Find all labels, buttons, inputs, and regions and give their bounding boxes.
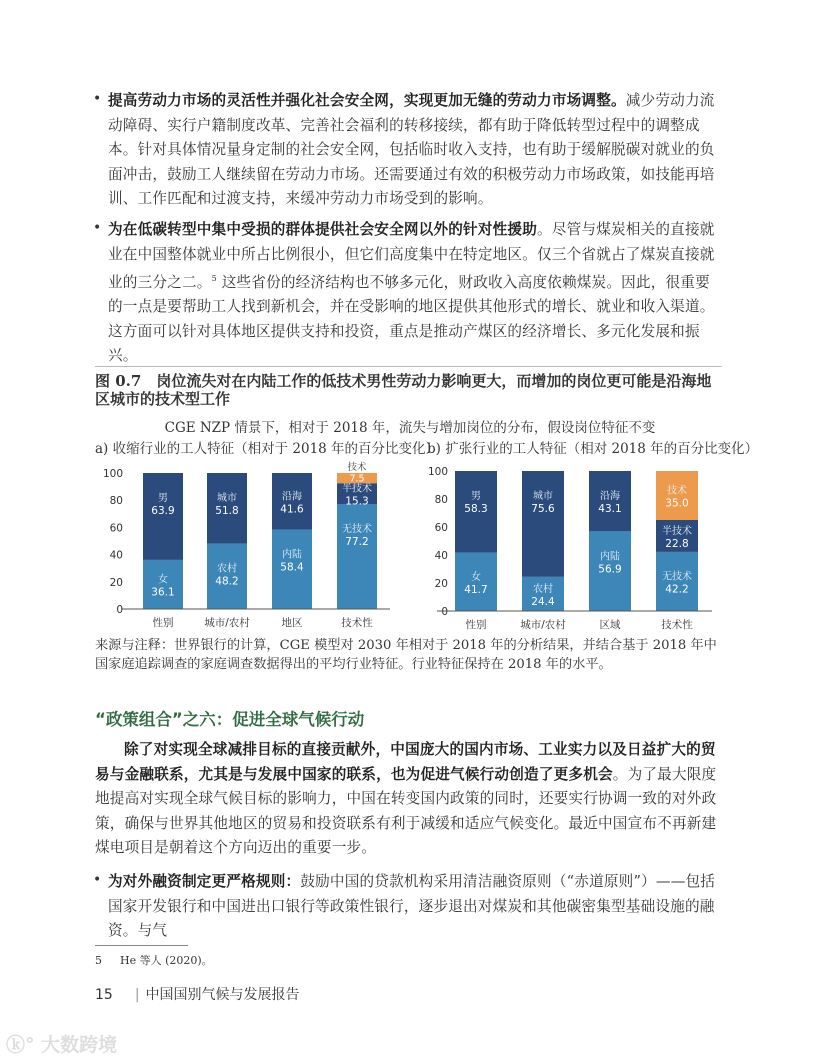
segment-label: 无技术: [342, 524, 372, 536]
segment-label: 无技术: [662, 571, 692, 583]
paragraph-text: 。为了最大限度地提高对实现全球气候目标的影响力，中国在转变国内政策的同时，还要实行协调一致的对外政策，确保与世界其他地区的贸易和投资联系有利于减缓和适应气候变化。最近中国宣布不再新建煤电项目是朝着这个方向迈出的重要一步。: [95, 765, 717, 856]
bullet-lead: 提高劳动力市场的灵活性并强化社会安全网，实现更加无缝的劳动力市场调整。: [108, 92, 626, 109]
data-label: 63.9: [151, 505, 175, 517]
category-label: 城市/农村: [520, 619, 566, 631]
watermark-logo: ⓚ° 大数跨境: [6, 1034, 118, 1056]
page-number: 15: [95, 987, 113, 1003]
panel-a-title: a) 收缩行业的工人特征（相对于 2018 年的百分比变化）: [95, 441, 440, 457]
bullet-dot: •: [93, 220, 102, 236]
bullet-lead: 为在低碳转型中集中受损的群体提供社会安全网以外的针对性援助: [108, 221, 538, 238]
bar-segment: [522, 471, 564, 577]
data-label: 22.8: [665, 537, 689, 550]
figure-subtitle: CGE NZP 情景下，相对于 2018 年，流失与增加岗位的分布，假设岗位特征不变: [164, 420, 656, 436]
segment-label: 沿海: [600, 491, 620, 502]
data-label: 7.5: [349, 473, 365, 485]
data-label: 58.3: [464, 503, 488, 515]
data-label: 77.2: [345, 536, 369, 549]
bullet-text: 减少劳动力流动障碍、实行户籍制度改革、完善社会福利的转移接续，都有助于降低转型过程中的调整成本。针对具体情况量身定制的社会安全网，包括临时收入支持，也有助于缓解脱碳对就业的负面冲击，鼓励工人继续留在劳动力市场。还需要通过有效的积极劳动力市场政策，如技能再培训、工作匹配和过渡支持，来缓冲劳动力市场受到的影响。: [108, 92, 715, 207]
y-tick-label: 40: [434, 550, 448, 562]
footnote-divider: [95, 945, 188, 946]
segment-label: 女: [471, 571, 481, 583]
data-label: 58.4: [280, 561, 304, 574]
data-label: 35.0: [665, 497, 689, 510]
y-tick-label: 0: [116, 604, 123, 616]
y-tick-label: 100: [102, 468, 123, 480]
segment-label: 城市: [533, 491, 553, 502]
category-label: 技术性: [661, 619, 693, 631]
segment-label: 城市: [217, 493, 237, 504]
category-label: 技术性: [341, 617, 373, 629]
footnote-number: 5: [95, 954, 102, 967]
segment-label: 农村: [217, 563, 237, 575]
segment-label: 农村: [533, 583, 553, 595]
paragraph-lead: 除了对实现全球减排目标的直接贡献外，中国庞大的国内市场、工业实力以及日益扩大的贸易与金融联系，尤其是与发展中国家的联系，也为促进气候行动创造了更多机会: [95, 741, 716, 783]
segment-label: 女: [158, 574, 168, 586]
data-label: 42.2: [665, 583, 689, 596]
y-tick-label: 20: [109, 576, 123, 589]
data-label: 75.6: [531, 503, 555, 515]
y-tick-label: 60: [109, 522, 123, 535]
bullet-text: 鼓励中国的贷款机构采用清洁融资原则（“赤道原则”）——包括国家开发银行和中国进出口银行等政策性银行，逐步退出对煤炭和其他碳密集型基础设施的融资。与气: [108, 873, 716, 939]
data-label: 51.8: [215, 505, 239, 517]
segment-label: 男: [158, 493, 168, 504]
data-label: 41.6: [280, 503, 304, 516]
y-tick-label: 100: [427, 466, 448, 478]
figure-source-note: 来源与注释：世界银行的计算，CGE 模型对 2030 年相对于 2018 年的分析结果，并结合基于 2018 年中国家庭追踪调查的家庭调查数据得出的平均行业特征。行业特征保持在 2018 年的水平。: [95, 638, 717, 672]
y-tick-label: 40: [109, 549, 123, 562]
footnote-text: He 等人 (2020)。: [120, 954, 213, 967]
category-label: 区域: [599, 619, 621, 631]
bullet-external-finance: [108, 870, 722, 944]
y-tick-label: 80: [434, 494, 448, 506]
data-label: 56.9: [598, 563, 622, 576]
y-tick-label: 80: [109, 495, 123, 508]
figure-title: 图 0.7 岗位流失对在内陆工作的低技术男性劳动力影响更大，而增加的岗位更可能是沿海地区城市的技术型工作: [95, 372, 712, 408]
category-label: 性别: [465, 619, 487, 631]
bullet-dot: •: [93, 872, 102, 888]
data-label: 41.7: [464, 583, 488, 596]
y-tick-label: 0: [441, 606, 448, 618]
y-tick-label: 60: [434, 522, 448, 534]
bar-segment: [337, 504, 377, 609]
data-label: 24.4: [531, 595, 555, 608]
category-label: 城市/农村: [204, 617, 250, 629]
panel-b-title: b) 扩张行业的工人特征（相对 2018 年的百分比变化）: [427, 441, 759, 457]
segment-label: 沿海: [282, 491, 302, 503]
segment-label: 男: [471, 491, 481, 502]
footnote: [95, 952, 213, 968]
segment-label: 半技术: [342, 483, 372, 495]
page-footer: 15 | 中国国别气候与发展报告: [95, 987, 300, 1003]
segment-label: 内陆: [600, 551, 620, 563]
data-label: 36.1: [151, 586, 175, 599]
segment-label: 内陆: [282, 549, 302, 561]
section-paragraph: [95, 738, 722, 861]
footnote-ref[interactable]: 5: [211, 274, 217, 283]
segment-label: 技术: [347, 462, 367, 473]
category-label: 性别: [152, 617, 174, 629]
section-heading: “政策组合”之六：促进全球气候行动: [95, 710, 365, 729]
bullet-text: 。尽管与煤炭相关的直接就业在中国整体就业中所占比例很小，但它们高度集中在特定地区。仅三个省就占了煤炭直接就业的三分之二。: [108, 221, 715, 291]
data-label: 15.3: [345, 495, 369, 508]
category-label: 地区: [281, 617, 303, 629]
bullet-text: 这些省份的经济结构也不够多元化，财政收入高度依赖煤炭。因此，很重要的一点是要帮助工人找到新机会，并在受影响的地区提供其他形式的增长、就业和收入渠道。这方面可以针对具体地区提供支持和投资，重点是推动产煤区的经济增长、多元化发展和振兴。: [108, 273, 715, 365]
y-tick-label: 20: [434, 578, 448, 590]
bullet-lead: 为对外融资制定更严格规则：: [108, 873, 301, 890]
data-label: 43.1: [598, 503, 622, 515]
data-label: 48.2: [215, 575, 239, 588]
bullet-dot: •: [93, 91, 102, 107]
segment-label: 技术: [667, 485, 687, 497]
report-title: 中国国别气候与发展报告: [145, 987, 300, 1003]
segment-label: 半技术: [662, 525, 692, 537]
